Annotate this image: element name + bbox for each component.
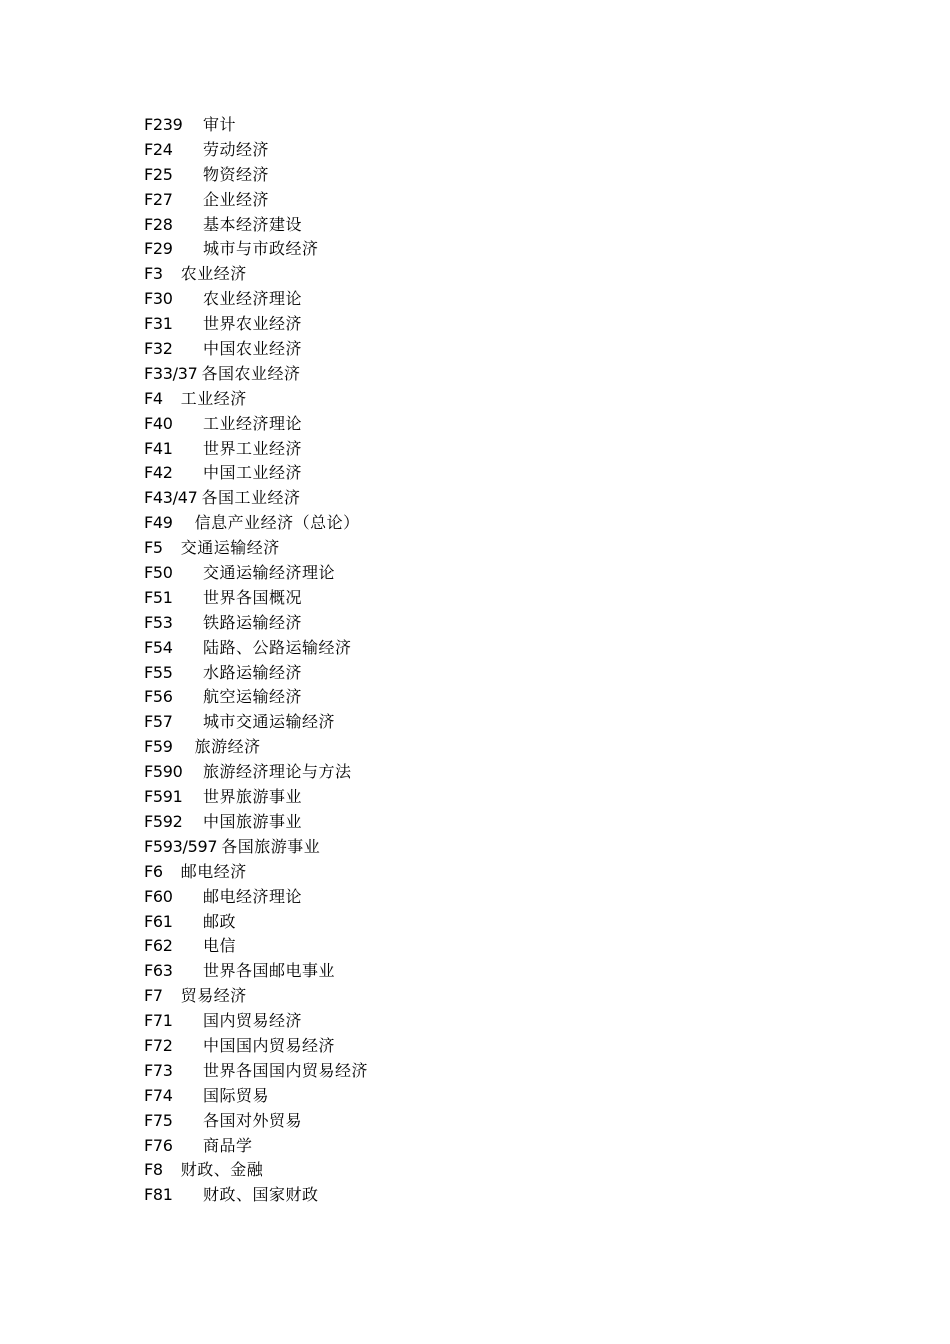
classification-title: 世界各国国内贸易经济: [203, 1060, 369, 1080]
classification-code: F49: [144, 513, 173, 533]
classification-title: 城市交通运输经济: [203, 712, 336, 732]
list-item: [144, 910, 368, 935]
list-item: [144, 412, 368, 437]
classification-code: F56: [144, 687, 173, 707]
classification-title: 陆路、公路运输经济: [203, 637, 352, 657]
list-item: [144, 1059, 368, 1084]
classification-code: F42: [144, 463, 173, 483]
list-item: [144, 785, 368, 810]
classification-code: F50: [144, 563, 173, 583]
list-item: [144, 461, 368, 486]
list-item: [144, 437, 368, 462]
list-item: [144, 1109, 368, 1134]
classification-code: F41: [144, 438, 173, 458]
classification-title: 邮电经济理论: [203, 886, 303, 906]
classification-title: 交通运输经济: [180, 538, 280, 558]
list-item: [144, 1158, 368, 1183]
classification-code: F24: [144, 139, 173, 159]
classification-title: 财政、金融: [180, 1160, 264, 1180]
list-item: [144, 760, 368, 785]
classification-code: F51: [144, 587, 173, 607]
classification-title: 企业经济: [203, 189, 270, 209]
list-item: [144, 860, 368, 885]
classification-code: F61: [144, 911, 173, 931]
classification-code: F59: [144, 737, 173, 757]
classification-code: F593/597: [144, 836, 218, 856]
list-item: [144, 561, 368, 586]
classification-code: F27: [144, 189, 173, 209]
list-item: [144, 213, 368, 238]
classification-title: 基本经济建设: [203, 214, 303, 234]
list-item: [144, 337, 368, 362]
classification-code: F75: [144, 1110, 173, 1130]
list-item: [144, 387, 368, 412]
classification-code: F33/37: [144, 363, 198, 383]
list-item: [144, 536, 368, 561]
list-item: [144, 1009, 368, 1034]
classification-code: F62: [144, 936, 173, 956]
classification-code: F4: [144, 388, 163, 408]
list-item: [144, 1034, 368, 1059]
classification-list: [144, 113, 368, 1208]
list-item: [144, 934, 368, 959]
classification-title: 旅游经济: [194, 737, 261, 757]
list-item: [144, 661, 368, 686]
list-item: [144, 636, 368, 661]
classification-title: 物资经济: [203, 164, 270, 184]
classification-title: 各国农业经济: [201, 363, 301, 383]
classification-title: 城市与市政经济: [203, 239, 319, 259]
classification-code: F55: [144, 662, 173, 682]
list-item: [144, 835, 368, 860]
classification-code: F57: [144, 712, 173, 732]
classification-title: 世界工业经济: [203, 438, 303, 458]
classification-title: 国内贸易经济: [203, 1011, 303, 1031]
classification-title: 农业经济理论: [203, 289, 303, 309]
list-item: [144, 163, 368, 188]
list-item: [144, 486, 368, 511]
classification-title: 世界农业经济: [203, 314, 303, 334]
classification-code: F30: [144, 289, 173, 309]
classification-code: F81: [144, 1185, 173, 1205]
classification-title: 国际贸易: [203, 1085, 270, 1105]
classification-code: F592: [144, 811, 183, 831]
classification-code: F31: [144, 314, 173, 334]
classification-title: 电信: [203, 936, 237, 956]
classification-code: F40: [144, 413, 173, 433]
classification-code: F239: [144, 115, 183, 134]
classification-code: F32: [144, 339, 173, 359]
list-item: [144, 611, 368, 636]
list-item: [144, 1084, 368, 1109]
classification-title: 财政、国家财政: [203, 1185, 319, 1205]
classification-title: 农业经济: [180, 264, 247, 284]
list-item: [144, 1134, 368, 1159]
classification-title: 中国农业经济: [203, 339, 303, 359]
classification-code: F25: [144, 164, 173, 184]
classification-code: F76: [144, 1135, 173, 1155]
classification-code: F6: [144, 861, 163, 881]
classification-title: 航空运输经济: [203, 687, 303, 707]
list-item: [144, 1183, 368, 1208]
classification-title: 中国旅游事业: [203, 811, 303, 831]
classification-title: 信息产业经济（总论）: [194, 513, 360, 533]
classification-code: F53: [144, 612, 173, 632]
classification-code: F29: [144, 239, 173, 259]
classification-code: F591: [144, 787, 183, 807]
list-item: [144, 586, 368, 611]
classification-code: F63: [144, 961, 173, 981]
classification-title: 审计: [203, 115, 237, 134]
list-item: [144, 885, 368, 910]
classification-code: F74: [144, 1085, 173, 1105]
classification-title: 各国工业经济: [201, 488, 301, 508]
classification-code: F43/47: [144, 488, 198, 508]
classification-title: 工业经济理论: [203, 413, 303, 433]
list-item: [144, 138, 368, 163]
classification-code: F54: [144, 637, 173, 657]
classification-code: F8: [144, 1160, 163, 1180]
classification-code: F5: [144, 538, 163, 558]
list-item: [144, 984, 368, 1009]
list-item: [144, 511, 368, 536]
classification-code: F28: [144, 214, 173, 234]
list-item: [144, 188, 368, 213]
classification-title: 铁路运输经济: [203, 612, 303, 632]
classification-title: 工业经济: [180, 388, 247, 408]
classification-title: 交通运输经济理论: [203, 563, 336, 583]
list-item: [144, 113, 368, 138]
list-item: [144, 685, 368, 710]
classification-title: 世界旅游事业: [203, 787, 303, 807]
classification-code: F60: [144, 886, 173, 906]
classification-code: F590: [144, 762, 183, 782]
classification-title: 劳动经济: [203, 139, 270, 159]
list-item: [144, 312, 368, 337]
list-item: [144, 810, 368, 835]
list-item: [144, 237, 368, 262]
classification-title: 贸易经济: [180, 986, 247, 1006]
classification-title: 中国国内贸易经济: [203, 1035, 336, 1055]
classification-title: 邮电经济: [180, 861, 247, 881]
classification-code: F72: [144, 1035, 173, 1055]
classification-title: 旅游经济理论与方法: [203, 762, 352, 782]
classification-title: 邮政: [203, 911, 237, 931]
list-item: [144, 735, 368, 760]
classification-code: F73: [144, 1060, 173, 1080]
list-item: [144, 262, 368, 287]
classification-code: F3: [144, 264, 163, 284]
list-item: [144, 362, 368, 387]
classification-title: 中国工业经济: [203, 463, 303, 483]
classification-code: F7: [144, 986, 163, 1006]
classification-title: 商品学: [203, 1135, 253, 1155]
classification-title: 世界各国邮电事业: [203, 961, 336, 981]
classification-title: 各国对外贸易: [203, 1110, 303, 1130]
classification-title: 水路运输经济: [203, 662, 303, 682]
list-item: [144, 959, 368, 984]
classification-title: 世界各国概况: [203, 587, 303, 607]
classification-code: F71: [144, 1011, 173, 1031]
list-item: [144, 710, 368, 735]
classification-title: 各国旅游事业: [221, 836, 321, 856]
list-item: [144, 287, 368, 312]
